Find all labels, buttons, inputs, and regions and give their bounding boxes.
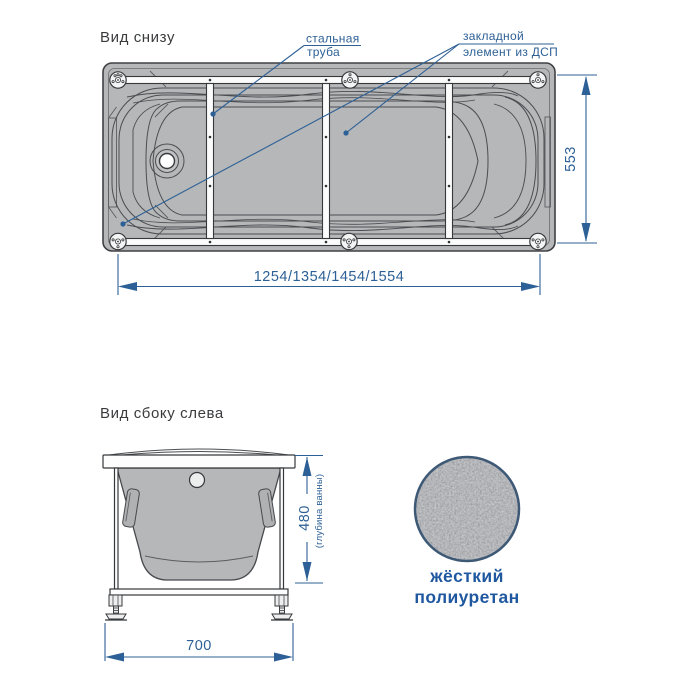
mounting-disc — [530, 233, 546, 249]
adjustable-foot-right — [271, 595, 293, 620]
steel-pipe-cross-3 — [446, 84, 453, 239]
arrow-down-icon — [582, 223, 591, 242]
mounting-disc — [341, 233, 357, 249]
material-caption-line2: полиуретан — [414, 587, 520, 607]
dimension-width-553 — [557, 75, 597, 243]
arrow-down-icon — [303, 562, 312, 581]
arrow-right-icon — [521, 282, 540, 291]
dimension-length — [118, 254, 540, 295]
arrow-up-icon — [582, 76, 591, 95]
drain-hole — [150, 144, 184, 178]
dim-480-note: (глубина ванны) — [314, 473, 325, 549]
chipboard-label-line2: элемент из ДСП — [463, 45, 559, 59]
chipboard-leader-dot-1 — [343, 130, 348, 135]
material-swatch — [413, 455, 521, 607]
steel-pipe-cross-1 — [207, 84, 214, 239]
arrow-right-icon — [274, 653, 293, 662]
bottom-view — [100, 29, 597, 295]
dim-553-value: 553 — [563, 146, 579, 172]
side-view — [100, 405, 325, 662]
dimension-depth-480 — [295, 456, 325, 584]
steel-pipe-label-line1: стальная — [306, 31, 360, 46]
polyurethane-texture — [413, 455, 521, 563]
material-caption-line1: жёсткий — [430, 566, 504, 586]
mounting-disc — [110, 72, 126, 88]
tub-rim-side — [103, 455, 295, 468]
arrow-left-icon — [105, 653, 124, 662]
arrow-left-icon — [118, 282, 137, 291]
adjustable-foot-left — [105, 595, 127, 620]
frame-leg-left — [115, 468, 119, 589]
steel-pipe-label-line2: труба — [307, 45, 340, 59]
mounting-disc — [530, 72, 546, 88]
side-view-title: Вид сбоку слева — [100, 405, 224, 422]
dim-length-value: 1254/1354/1454/1554 — [253, 269, 405, 285]
mounting-disc — [342, 72, 358, 88]
tub-body-bottom — [103, 63, 555, 251]
steel-pipe-top — [122, 77, 543, 84]
tub-body-side — [103, 449, 295, 580]
chipboard-leader-dot-2 — [120, 221, 125, 226]
bottom-view-title: Вид снизу — [100, 29, 176, 46]
arrow-up-icon — [303, 457, 312, 476]
dim-480-value: 480 — [297, 505, 313, 531]
dim-700-value: 700 — [186, 638, 212, 654]
steel-pipe-cross-2 — [323, 84, 330, 239]
frame-bar — [110, 589, 288, 595]
frame-leg-right — [280, 468, 284, 589]
steel-pipe-leader-dot — [210, 111, 215, 116]
overflow-hole — [190, 473, 205, 488]
mounting-disc — [110, 233, 126, 249]
chipboard-label-line1: закладной — [463, 29, 524, 43]
dimension-width-700 — [105, 623, 293, 662]
steel-pipe-bottom — [122, 239, 543, 246]
